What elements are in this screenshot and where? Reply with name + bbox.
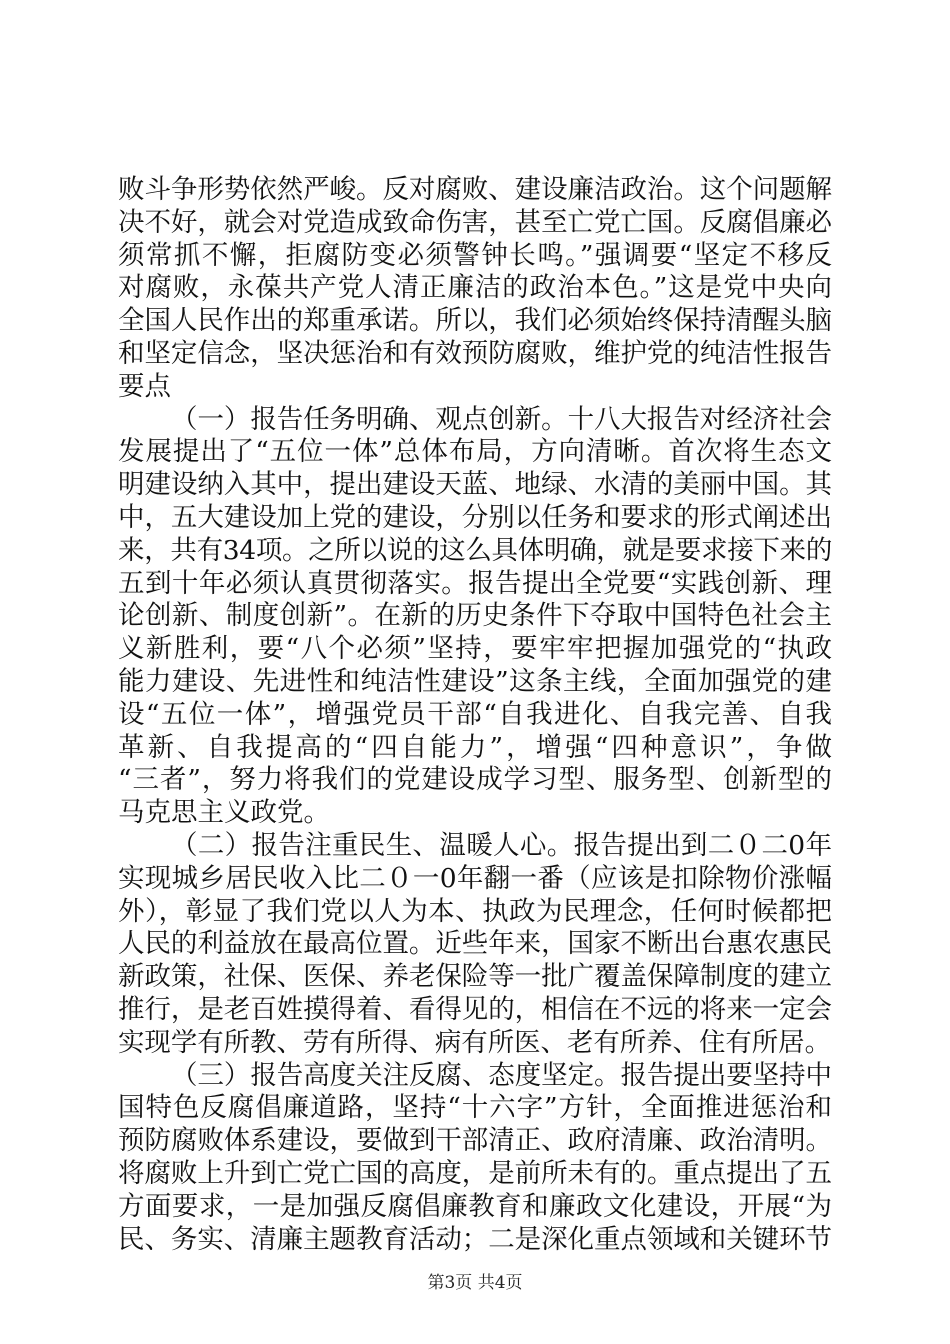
text-line: （二）报告注重民生、温暖人心。报告提出到二０二0年 <box>171 829 832 861</box>
text-line: 全国人民作出的郑重承诺。所以，我们必须始终保持清醒头脑 <box>118 305 832 337</box>
text-line: 革新、自我提高的“四自能力”，增强“四种意识”，争做 <box>118 731 832 763</box>
text-line: 论创新、制度创新”。在新的历史条件下夺取中国特色社会主 <box>118 600 832 632</box>
text-line: 设“五位一体”，增强党员干部“自我进化、自我完善、自我 <box>118 698 832 730</box>
document-body <box>118 174 832 1256</box>
paragraph-continuation <box>118 174 832 404</box>
text-line: 马克思主义政党。 <box>118 797 330 829</box>
text-line: 实现学有所教、劳有所得、病有所医、老有所养、住有所居。 <box>118 1026 831 1058</box>
text-line: 国特色反腐倡廉道路，坚持“十六字”方针，全面推进惩治和 <box>118 1092 832 1124</box>
text-line: 外），彰显了我们党以人为本、执政为民理念，任何时候都把 <box>118 895 832 927</box>
text-line: 将腐败上升到亡党亡国的高度，是前所未有的。重点提出了五 <box>118 1157 832 1189</box>
paragraph-section-3 <box>118 1060 832 1257</box>
text-line: 人民的利益放在最高位置。近些年来，国家不断出台惠农惠民 <box>118 928 832 960</box>
text-line: 来，共有34项。之所以说的这么具体明确，就是要求接下来的 <box>118 534 832 566</box>
text-line: 五到十年必须认真贯彻落实。报告提出全党要“实践创新、理 <box>118 567 832 599</box>
text-line: 败斗争形势依然严峻。反对腐败、建设廉洁政治。这个问题解 <box>118 174 832 205</box>
text-line: 能力建设、先进性和纯洁性建设”这条主线，全面加强党的建 <box>118 665 832 697</box>
text-line: 和坚定信念，坚决惩治和有效预防腐败，维护党的纯洁性报告 <box>118 337 832 369</box>
text-line: 须常抓不懈，拒腐防变必须警钟长鸣。”强调要“坚定不移反 <box>118 239 832 271</box>
text-line: 义新胜利，要“八个必须”坚持，要牢牢把握加强党的“执政 <box>118 633 832 665</box>
text-line: 明建设纳入其中，提出建设天蓝、地绿、水清的美丽中国。其 <box>118 469 832 501</box>
paragraph-section-1 <box>118 404 832 830</box>
text-line: 决不好，就会对党造成致命伤害，甚至亡党亡国。反腐倡廉必 <box>118 206 832 238</box>
text-line: 方面要求，一是加强反腐倡廉教育和廉政文化建设，开展“为 <box>118 1190 832 1222</box>
text-line: 实现城乡居民收入比二０一0年翻一番（应该是扣除物价涨幅 <box>118 862 832 894</box>
text-line: 发展提出了“五位一体”总体布局，方向清晰。首次将生态文 <box>118 436 832 468</box>
text-line: （一）报告任务明确、观点创新。十八大报告对经济社会 <box>171 403 832 435</box>
text-line: “三者”，努力将我们的党建设成学习型、服务型、创新型的 <box>118 764 832 796</box>
text-line: 要点 <box>118 370 171 402</box>
text-line: 民、务实、清廉主题教育活动；二是深化重点领域和关键环节 <box>118 1223 832 1255</box>
text-line: 预防腐败体系建设，要做到干部清正、政府清廉、政治清明。 <box>118 1125 832 1157</box>
text-line: （三）报告高度关注反腐、态度坚定。报告提出要坚持中 <box>171 1059 832 1091</box>
text-line: 新政策，社保、医保、养老保险等一批广覆盖保障制度的建立 <box>118 961 832 993</box>
text-line: 推行，是老百姓摸得着、看得见的，相信在不远的将来一定会 <box>118 993 832 1025</box>
text-line: 对腐败，永葆共产党人清正廉洁的政治本色。”这是党中央向 <box>118 272 832 304</box>
paragraph-section-2 <box>118 830 832 1060</box>
text-line: 中，五大建设加上党的建设，分别以任务和要求的形式阐述出 <box>118 501 832 533</box>
page-number-footer: 第3页 共4页 <box>427 1273 523 1293</box>
